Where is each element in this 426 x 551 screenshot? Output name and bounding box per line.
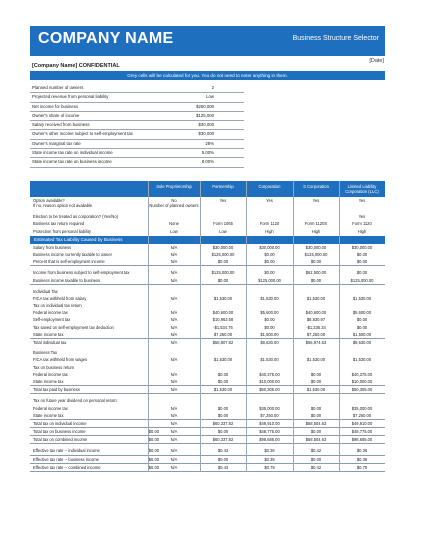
table-cell: Yes xyxy=(358,214,366,220)
input-value[interactable]: Low xyxy=(206,94,214,100)
table-cell: $1,530.00 xyxy=(352,295,372,301)
table-cell: $40,600.00 xyxy=(212,310,234,316)
table-cell: $125,000.00 xyxy=(258,277,281,283)
table-cell: $0.00 xyxy=(356,259,368,265)
row-label: Option available? xyxy=(33,198,65,203)
table-cell: $10,000.00 xyxy=(351,378,373,384)
table-cell: $60,337.82 xyxy=(212,437,234,443)
table-cell: $1,530.00 xyxy=(213,387,233,393)
table-cell: $1,530.00 xyxy=(213,357,233,363)
row-label: Tax on future year dividend on personal return: xyxy=(33,398,118,404)
column-header: Partnership xyxy=(212,184,234,189)
table-cell: $8,830.97 xyxy=(306,317,326,323)
input-label: State income tax rate on business income xyxy=(32,159,112,165)
table-row xyxy=(30,269,385,276)
table-row xyxy=(30,464,385,472)
row-label: FICA tax withheld from wages xyxy=(33,357,88,363)
table-cell: N/A xyxy=(170,371,178,377)
row-label: Business income taxable to business xyxy=(33,277,101,283)
table-cell: $7,250.00 xyxy=(213,331,233,337)
table-cell: $58,807.82 xyxy=(212,340,234,345)
table-row xyxy=(30,316,385,323)
table-cell: N/A xyxy=(170,317,178,323)
table-cell: High xyxy=(265,228,274,234)
table-cell: Low xyxy=(170,228,178,234)
table-cell: $8,630.00 xyxy=(352,340,372,345)
row-label: Election to be treated as corporation? (Yes/No) xyxy=(33,214,118,220)
table-row xyxy=(30,412,385,420)
column-divider xyxy=(293,181,294,472)
row-label: Self-employment tax xyxy=(33,317,71,323)
row-total-value: $0.00 xyxy=(148,448,159,454)
table-cell: $0.43 xyxy=(217,464,229,470)
table-cell: $0.43 xyxy=(217,448,229,454)
input-value[interactable]: $30,000 xyxy=(198,131,214,137)
table-cell: $98,685.00 xyxy=(351,437,373,443)
table-row xyxy=(30,428,385,436)
table-cell: N/A xyxy=(170,405,178,411)
row-label: Tax saved on self-employment tax deduction xyxy=(33,324,114,330)
row-label: Salary from business xyxy=(33,244,72,250)
table-cell: $7,250.00 xyxy=(260,412,279,418)
table-cell: N/A xyxy=(170,244,178,250)
table-cell: N/A xyxy=(170,259,178,265)
table-cell: Form 1120 xyxy=(352,221,372,227)
input-row xyxy=(30,93,244,102)
table-cell: $0.00 xyxy=(310,456,322,462)
table-row xyxy=(30,456,385,464)
table-cell: $0.00 xyxy=(310,412,322,418)
table-cell: $1,500.00 xyxy=(352,331,372,337)
table-cell: $0.36 xyxy=(264,448,275,454)
table-row xyxy=(30,447,385,455)
table-cell: $30,000.00 xyxy=(351,244,373,250)
totals-block xyxy=(30,420,385,472)
table-cell: $0.79 xyxy=(356,464,368,470)
table-cell: Yes xyxy=(312,198,320,203)
table-cell: N/A xyxy=(170,270,178,276)
row-label: Effective tax rate -- combined income xyxy=(33,464,101,470)
table-cell: Form 1120S xyxy=(304,221,328,227)
row-label: Total individual tax xyxy=(33,340,67,345)
table-cell: $0.42 xyxy=(310,448,322,454)
table-cell: $0.36 xyxy=(356,448,368,454)
row-label: Total tax on combined income xyxy=(33,437,88,443)
table-cell: $60,337.82 xyxy=(212,420,234,426)
input-label: State income tax rate on individual income xyxy=(32,150,113,156)
company-name: COMPANY NAME xyxy=(38,30,174,47)
document-title: Business Structure Selector xyxy=(292,35,379,42)
table-cell: $62,500.00 xyxy=(305,270,327,276)
table-cell: $40,600.00 xyxy=(305,310,327,316)
table-cell: $0.00 xyxy=(264,270,275,276)
comparison-table xyxy=(30,181,385,472)
row-total-value: $0.00 xyxy=(148,437,159,443)
input-value[interactable]: 5.00% xyxy=(201,150,214,156)
input-row xyxy=(30,121,244,130)
table-cell: $1,530.00 xyxy=(306,387,326,393)
table-cell: $1,500.00 xyxy=(260,331,279,337)
options-block xyxy=(30,197,385,235)
table-cell: Form 1120 xyxy=(259,221,280,227)
row-label: Effective tax rate -- business income xyxy=(33,456,99,462)
table-cell: $0.00 xyxy=(217,412,229,418)
column-divider xyxy=(246,181,247,472)
table-cell: $30,000.00 xyxy=(212,244,234,250)
table-row xyxy=(30,244,385,251)
section-header: Estimated Tax Liability Caused by Business xyxy=(30,236,385,244)
table-row xyxy=(30,386,385,394)
row-label: Business income currently taxable to owner xyxy=(33,251,112,257)
input-row xyxy=(30,140,244,149)
row-label: Business tax return required xyxy=(33,221,85,227)
table-row xyxy=(30,356,385,363)
table-cell: $0.39 xyxy=(356,456,368,462)
table-row xyxy=(30,309,385,316)
column-header: Limited Liability Corporation (LLC) xyxy=(345,184,379,194)
table-cell: N/A xyxy=(170,437,178,443)
row-label: Total tax paid by business xyxy=(33,387,80,393)
table-cell: $0.00 xyxy=(217,456,229,462)
table-cell: $0.00 xyxy=(217,405,229,411)
table-row xyxy=(30,277,385,285)
table-cell: No xyxy=(171,198,177,203)
table-cell: $0.00 xyxy=(310,378,322,384)
table-cell: $48,775.00 xyxy=(351,429,373,435)
table-row xyxy=(30,302,385,309)
table-cell: Form 1065 xyxy=(213,221,233,227)
table-row xyxy=(30,228,385,235)
table-row xyxy=(30,324,385,331)
row-label: State income tax xyxy=(33,412,64,418)
table-row xyxy=(30,420,385,428)
input-row xyxy=(30,158,244,167)
row-label: Federal income tax xyxy=(33,405,68,411)
table-cell: N/A xyxy=(170,324,178,330)
table-cell: N/A xyxy=(170,251,178,257)
table-cell: $40,375.00 xyxy=(259,371,280,377)
column-divider xyxy=(339,181,340,472)
table-cell: N/A xyxy=(170,429,178,435)
table-cell: Yes xyxy=(219,198,227,203)
table-cell: $8,630.00 xyxy=(260,340,279,345)
input-label: Net income for business xyxy=(32,103,79,109)
table-cell: $125,000.00 xyxy=(211,251,235,257)
table-cell: $125,000.00 xyxy=(304,251,328,257)
table-cell: $30,000.00 xyxy=(305,244,327,250)
row-label: Business Tax xyxy=(33,350,58,356)
table-cell: $56,974.63 xyxy=(305,340,327,345)
table-cell: $0.00 xyxy=(310,371,322,377)
column-header: Sole Proprietorship xyxy=(156,184,192,189)
table-cell: $0.00 xyxy=(217,371,229,377)
table-cell: $48,775.00 xyxy=(259,429,280,435)
table-cell: N/A xyxy=(170,340,178,345)
input-value[interactable]: $250,000 xyxy=(196,103,214,109)
column-divider xyxy=(200,181,201,472)
input-row xyxy=(30,84,244,93)
table-cell: $1,530.00 xyxy=(306,357,326,363)
table-row xyxy=(30,220,385,227)
table-cell: $125,000.00 xyxy=(350,277,374,283)
table-row xyxy=(30,331,385,339)
row-label: Federal income tax xyxy=(33,371,68,377)
table-cell: $0.42 xyxy=(310,464,322,470)
table-cell: N/A xyxy=(170,420,178,426)
table-cell: $0.00 xyxy=(310,259,322,265)
input-label: Owner's share of income xyxy=(32,112,80,118)
column-header-row xyxy=(30,181,385,197)
table-cell: $1,530.00 xyxy=(260,357,279,363)
table-cell: $5,600.00 xyxy=(352,310,372,316)
table-cell: N/A xyxy=(170,357,178,363)
table-cell: Low xyxy=(219,228,227,234)
table-cell: $0.00 xyxy=(310,429,322,435)
table-cell: N/A xyxy=(170,310,178,316)
table-row xyxy=(30,204,385,213)
table-cell: $7,250.00 xyxy=(306,331,326,337)
table-row xyxy=(30,371,385,378)
column-divider xyxy=(148,181,149,472)
table-cell: $5,600.00 xyxy=(260,310,279,316)
input-value[interactable]: $125,000 xyxy=(196,112,214,118)
table-cell: $1,530.00 xyxy=(352,357,372,363)
row-total-value: $0.00 xyxy=(148,464,159,470)
table-cell: $7,250.00 xyxy=(352,412,372,418)
row-label: If no, reason option not available xyxy=(33,203,93,209)
table-cell: $58,504.63 xyxy=(305,437,327,443)
input-value[interactable]: 2 xyxy=(211,85,214,90)
row-label: Total tax on business income xyxy=(33,429,86,435)
input-row xyxy=(30,103,244,112)
input-table xyxy=(30,84,244,168)
table-cell: $0.00 xyxy=(356,317,368,323)
table-cell: $0.00 xyxy=(356,270,368,276)
table-row xyxy=(30,349,385,356)
table-cell: $0.00 xyxy=(217,429,229,435)
table-cell: $0.00 xyxy=(264,251,275,257)
table-row xyxy=(30,364,385,371)
table-cell: High xyxy=(311,228,321,234)
table-cell: $0.00 xyxy=(264,259,275,265)
table-cell: N/A xyxy=(170,387,178,393)
table-cell: $1,530.00 xyxy=(260,295,279,301)
row-label: State income tax xyxy=(33,331,64,337)
confidential-label: [Company Name] CONFIDENTIAL xyxy=(32,63,120,69)
row-label: Federal income tax xyxy=(33,310,68,316)
table-row xyxy=(30,288,385,295)
row-total-value: $0.00 xyxy=(148,456,159,462)
input-row xyxy=(30,112,244,121)
table-cell: $49,910.00 xyxy=(351,420,373,426)
table-cell: N/A xyxy=(170,277,178,283)
table-row xyxy=(30,213,385,220)
table-row xyxy=(30,339,385,346)
notice-bar: Grey cells will be calculated for you. You do not need to enter anything in them. xyxy=(30,71,385,80)
table-cell: $35,000.00 xyxy=(351,405,373,411)
table-cell: $0.00 xyxy=(217,277,229,283)
row-label: Tax on business return xyxy=(33,364,75,370)
table-row xyxy=(30,397,385,404)
table-row xyxy=(30,436,385,444)
table-cell: -$1,534.76 xyxy=(213,324,233,330)
row-label: Individual Tax xyxy=(33,288,58,294)
input-label: Owner's other income subject to self-employment tax xyxy=(32,131,133,137)
table-cell: $0.00 xyxy=(264,317,275,323)
table-cell: High xyxy=(357,228,367,234)
table-cell: $0.00 xyxy=(356,251,368,257)
table-cell: $10,963.58 xyxy=(212,317,234,323)
input-value[interactable]: 28% xyxy=(205,140,214,146)
row-label: Effective tax rate -- individual income xyxy=(33,448,100,454)
table-cell: $1,530.00 xyxy=(306,295,326,301)
row-total-value: $0.00 xyxy=(148,429,159,435)
input-value[interactable]: $30,000 xyxy=(198,122,214,128)
table-row xyxy=(30,251,385,258)
input-label: Salary received from business xyxy=(32,122,90,128)
table-cell: $0.00 xyxy=(310,277,322,283)
row-label: State income tax xyxy=(33,378,64,384)
table-cell: $50,305.00 xyxy=(351,387,373,393)
table-cell: Yes xyxy=(266,198,273,203)
table-cell: $0.00 xyxy=(310,405,322,411)
table-row xyxy=(30,295,385,302)
table-cell: $35,000.00 xyxy=(259,405,280,411)
table-cell: N/A xyxy=(170,378,178,384)
table-cell: $50,305.00 xyxy=(259,387,280,393)
table-cell: $0.79 xyxy=(264,464,275,470)
table-row xyxy=(30,378,385,386)
row-label: Total tax on individual income xyxy=(33,420,87,426)
input-label: Projected revenue from personal liability xyxy=(32,94,109,100)
table-cell: N/A xyxy=(170,464,178,470)
row-label: Percent that is self-employment income xyxy=(33,259,105,265)
table-cell: $0.39 xyxy=(264,456,275,462)
table-cell: N/A xyxy=(170,331,178,337)
table-cell: Yes xyxy=(358,198,366,203)
table-cell: $40,375.00 xyxy=(351,371,373,377)
table-cell: None xyxy=(169,221,179,227)
table-cell: $0.00 xyxy=(356,324,368,330)
table-cell: $58,504.63 xyxy=(305,420,327,426)
table-cell: Number of planned owners xyxy=(149,203,199,209)
table-cell: $10,000.00 xyxy=(259,378,280,384)
table-cell: $125,000.00 xyxy=(211,270,235,276)
table-cell: N/A xyxy=(170,448,178,454)
input-row xyxy=(30,130,244,139)
tax-rows-block xyxy=(30,244,385,420)
table-cell: $0.00 xyxy=(217,259,229,265)
table-cell: $98,685.00 xyxy=(259,437,280,443)
table-cell: N/A xyxy=(170,456,178,462)
header-bar xyxy=(30,26,385,56)
table-cell: -$1,236.34 xyxy=(306,324,326,330)
table-cell: $49,910.00 xyxy=(259,420,280,426)
date-field[interactable]: [Date] xyxy=(369,58,384,64)
table-row xyxy=(30,258,385,266)
row-label: Protection from personal liability xyxy=(33,228,92,234)
row-label: Income from business subject to self-employment tax xyxy=(33,270,130,276)
table-cell: $0.00 xyxy=(217,378,229,384)
input-label: Planned number of owners xyxy=(32,85,84,90)
table-cell: $0.00 xyxy=(264,324,275,330)
column-header: Corporation xyxy=(258,184,281,189)
input-value[interactable]: 8.00% xyxy=(201,159,214,165)
row-label: FICA tax withheld from salary xyxy=(33,295,87,301)
table-cell: $30,000.00 xyxy=(259,244,280,250)
table-cell: N/A xyxy=(170,412,178,418)
table-row xyxy=(30,405,385,412)
table-cell: $1,530.00 xyxy=(213,295,233,301)
row-label: Tax on individual tax return xyxy=(33,303,82,309)
input-label: Owner's marginal tax rate xyxy=(32,140,81,146)
column-header: S Corporation xyxy=(303,184,329,189)
table-cell: N/A xyxy=(170,295,178,301)
input-row xyxy=(30,149,244,158)
